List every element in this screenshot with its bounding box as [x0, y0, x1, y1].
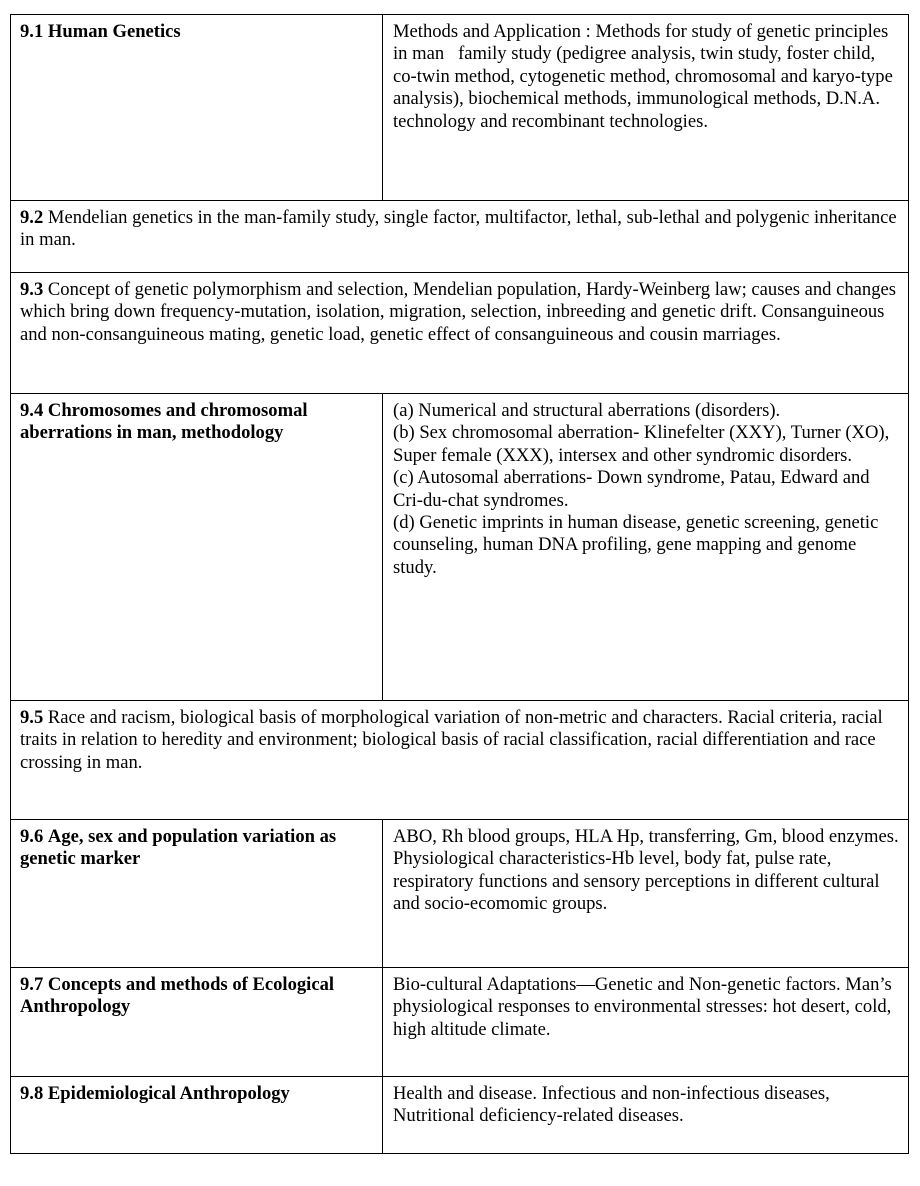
section-title: Chromosomes and chromosomal aberrations in man, methodology — [20, 400, 308, 444]
table-row — [11, 968, 909, 1077]
section-full-cell — [11, 701, 909, 820]
section-content-cell — [383, 820, 909, 968]
table-row — [11, 1077, 909, 1154]
section-content: Race and racism, biological basis of morphological variation of non-metric and characters. Racial criteria, racial traits in relation to heredity and environment; biological basis of racial classification, racial differentiation and race crossing in man. — [20, 707, 883, 773]
section-content: ABO, Rh blood groups, HLA Hp, transferring, Gm, blood enzymes. Physiological characteristics-Hb level, body fat, pulse rate, respiratory functions and sensory perceptions in different cultural and socio-ecomomic groups. — [393, 826, 899, 915]
section-content-cell — [383, 1077, 909, 1154]
section-content: Bio-cultural Adaptations—Genetic and Non-genetic factors. Man’s physiological responses to environmental stresses: hot desert, cold, high altitude climate. — [393, 974, 892, 1040]
table-row — [11, 394, 909, 701]
section-point: (d) Genetic imprints in human disease, genetic screening, genetic counseling, human DNA profiling, gene mapping and genome study. — [393, 512, 879, 578]
section-point: (b) Sex chromosomal aberration- Klinefelter (XXY), Turner (XO), Super female (XXX), intersex and other syndromic disorders. — [393, 422, 890, 466]
table-row — [11, 701, 909, 820]
section-number: 9.7 — [20, 974, 44, 995]
section-title: Epidemiological Anthropology — [47, 1083, 290, 1104]
section-full-cell — [11, 201, 909, 273]
section-title: Concepts and methods of Ecological Anthropology — [20, 974, 335, 1018]
section-content: Concept of genetic polymorphism and selection, Mendelian population, Hardy-Weinberg law; causes and changes which bring down frequency-mutation, isolation, migration, selection, inbreeding and genetic drift. Consanguineous and non-consanguineous mating, genetic load, genetic effect of consanguineous and cousin marriages. — [20, 279, 896, 345]
section-content-cell — [383, 968, 909, 1077]
table-row — [11, 201, 909, 273]
section-number: 9.1 — [20, 21, 44, 42]
section-heading-cell — [11, 1077, 383, 1154]
section-number: 9.8 — [20, 1083, 44, 1104]
section-title: Age, sex and population variation as genetic marker — [20, 826, 337, 870]
section-number: 9.6 — [20, 826, 44, 847]
section-content-cell — [383, 15, 909, 201]
table-row — [11, 273, 909, 394]
section-heading-cell — [11, 394, 383, 701]
section-point: (c) Autosomal aberrations- Down syndrome, Patau, Edward and Cri-du-chat syndromes. — [393, 467, 870, 511]
section-full-cell — [11, 273, 909, 394]
section-content: Health and disease. Infectious and non-infectious diseases, Nutritional deficiency-related diseases. — [393, 1083, 830, 1127]
section-number: 9.3 — [20, 279, 44, 300]
section-number: 9.2 — [20, 207, 44, 228]
section-number: 9.5 — [20, 707, 44, 728]
table-row — [11, 820, 909, 968]
section-heading-cell — [11, 820, 383, 968]
section-title: Human Genetics — [47, 21, 181, 42]
section-heading-cell — [11, 15, 383, 201]
section-content: Methods and Application : Methods for study of genetic principles in man family study (pedigree analysis, twin study, foster child, co-twin method, cytogenetic method, chromosomal and karyo-type analysis), biochemical methods, immunological methods, D.N.A. technology and recombinant technologies. — [393, 21, 893, 132]
table-row — [11, 15, 909, 201]
section-point: (a) Numerical and structural aberrations (disorders). — [393, 400, 781, 421]
section-heading-cell — [11, 968, 383, 1077]
section-number: 9.4 — [20, 400, 44, 421]
section-content-cell — [383, 394, 909, 701]
syllabus-table — [10, 14, 909, 1154]
section-content: Mendelian genetics in the man-family study, single factor, multifactor, lethal, sub-lethal and polygenic inheritance in man. — [20, 207, 897, 251]
